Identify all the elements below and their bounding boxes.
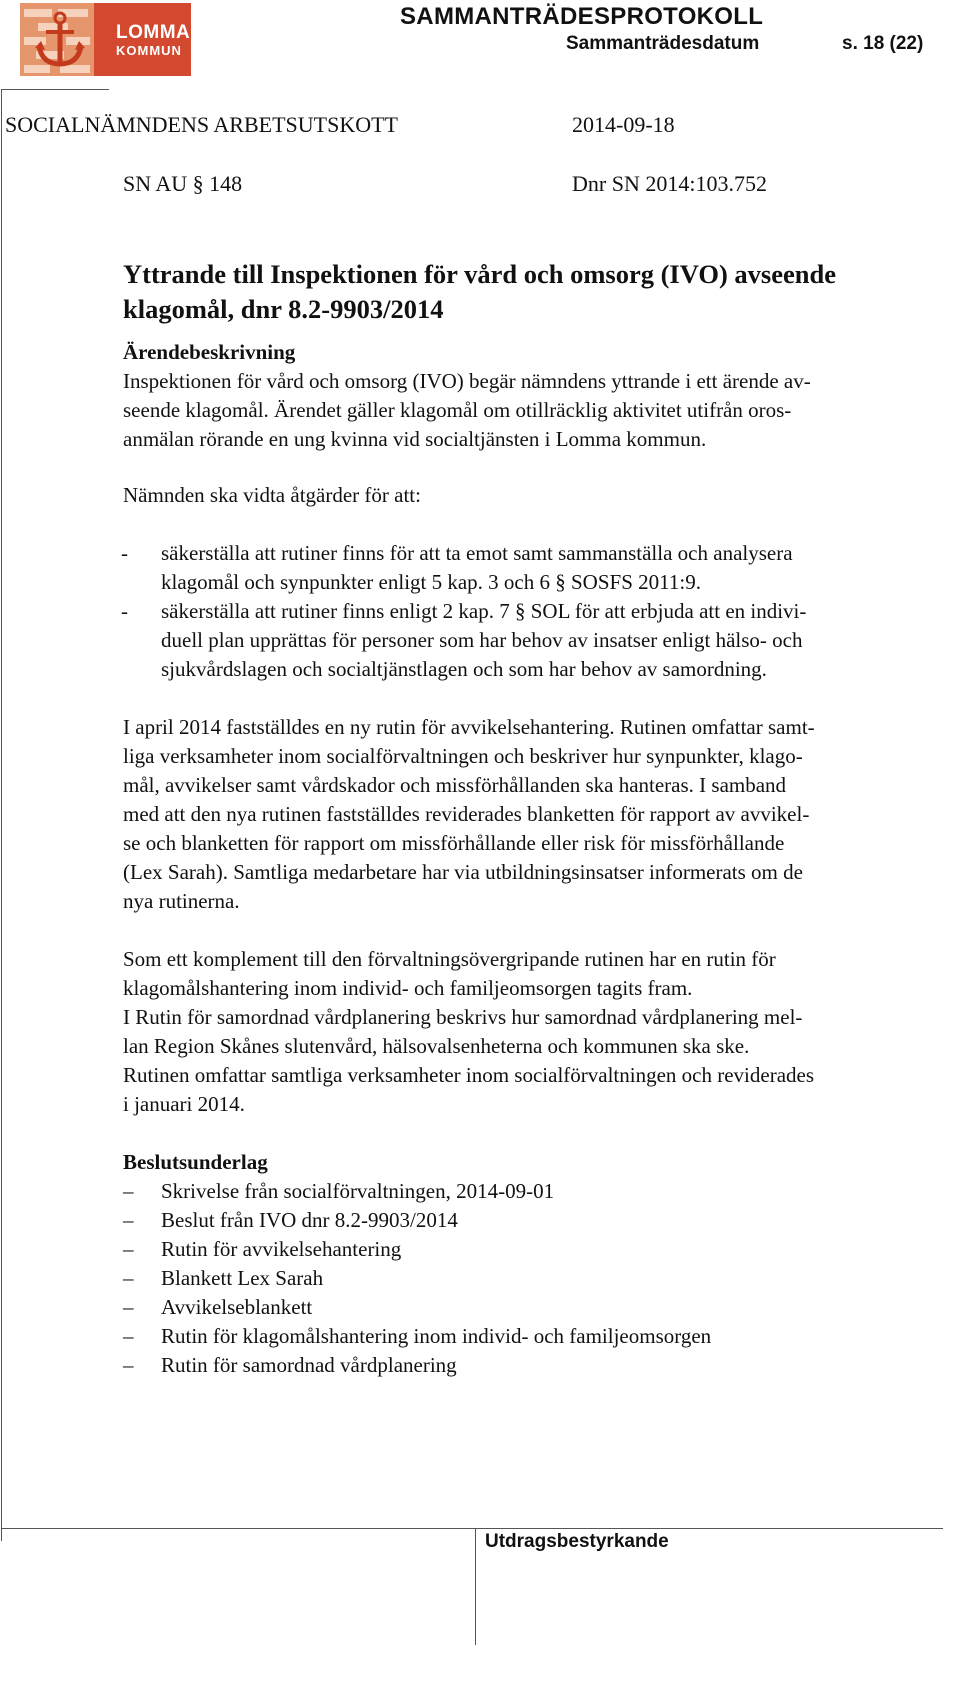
list-item <box>123 1177 955 1206</box>
text-line: liga verksamheter inom socialförvaltningen och beskriver hur synpunkter, klago- <box>123 744 803 768</box>
section-number: SN AU § 148 <box>123 171 243 196</box>
list-marker: - <box>121 541 128 565</box>
left-margin-rule <box>1 89 2 1541</box>
text-line: Inspektionen för vård och omsorg (IVO) begär nämndens yttrande i ett ärende av- <box>123 369 811 393</box>
heading-basis: Beslutsunderlag <box>123 1150 268 1174</box>
text-line: duell plan upprättas för personer som har behov av insatser enligt hälso- och <box>161 628 803 652</box>
list-item <box>123 539 955 597</box>
text-line: I Rutin för samordnad vårdplanering beskrivs hur samordnad vårdplanering mel- <box>123 1005 803 1029</box>
list-item <box>123 1293 955 1322</box>
footer-divider <box>475 1528 476 1645</box>
list-item <box>123 1264 955 1293</box>
list-item <box>123 1351 955 1380</box>
meeting-date-label: Sammanträdesdatum <box>566 33 760 54</box>
list-item <box>123 597 955 684</box>
basis-item: Rutin för klagomålshantering inom individ- och familjeomsorgen <box>161 1324 712 1348</box>
text-line: lan Region Skånes slutenvård, hälsovalsenheterna och kommunen ska ske. <box>123 1034 750 1058</box>
text-line: med att den nya rutinen fastställdes reviderades blanketten för rapport av avvikel- <box>123 802 810 826</box>
text-line: mål, avvikelser samt vårdskador och missförhållanden ska hanteras. I samband <box>123 773 787 797</box>
footer-rule <box>1 1528 943 1529</box>
text-line: Som ett komplement till den förvaltningsövergripande rutinen har en rutin för <box>123 947 776 971</box>
text-line: (Lex Sarah). Samtliga medarbetare har via utbildningsinsatser informerats om de <box>123 860 803 884</box>
list-item <box>123 1322 955 1351</box>
basis-item: Rutin för samordnad vårdplanering <box>161 1353 457 1377</box>
text-line: nya rutinerna. <box>123 889 240 913</box>
basis-item: Beslut från IVO dnr 8.2-9903/2014 <box>161 1208 458 1232</box>
meeting-date: 2014-09-18 <box>572 112 675 137</box>
registration-number: Dnr SN 2014:103.752 <box>572 171 767 196</box>
document-body <box>123 257 955 1380</box>
document-title <box>123 257 955 327</box>
basis-item: Blankett Lex Sarah <box>161 1266 324 1290</box>
text-line: klagomål och synpunkter enligt 5 kap. 3 och 6 § SOSFS 2011:9. <box>161 570 701 594</box>
title-line: Yttrande till Inspektionen för vård och omsorg (IVO) avseende <box>123 259 836 289</box>
list-item <box>123 1235 955 1264</box>
april-paragraph <box>123 713 955 916</box>
logo-line-2: KOMMUN <box>116 43 182 58</box>
logo-text <box>116 23 190 57</box>
text-line: se och blanketten för rapport om missförhållande eller risk för missförhållande <box>123 831 785 855</box>
logo-line-1: LOMMA <box>116 22 191 43</box>
text-line: säkerställa att rutiner finns för att ta emot samt sammanställa och analysera <box>161 541 793 565</box>
text-line: klagomålshantering inom individ- och familjeomsorgen tagits fram. <box>123 976 693 1000</box>
list-marker: – <box>123 1324 134 1348</box>
text-line: anmälan rörande en ung kvinna vid socialtjänsten i Lomma kommun. <box>123 427 707 451</box>
text-line: seende klagomål. Ärendet gäller klagomål om otillräcklig aktivitet utifrån oros- <box>123 398 792 422</box>
page-number: s. 18 (22) <box>842 33 924 54</box>
complement-paragraph <box>123 945 955 1119</box>
list-marker: – <box>123 1295 134 1319</box>
text-line: I april 2014 fastställdes en ny rutin för avvikelsehantering. Rutinen omfattar samt- <box>123 715 815 739</box>
measures-list <box>123 539 955 684</box>
list-marker: - <box>121 599 128 623</box>
heading-description: Ärendebeskrivning <box>123 340 296 364</box>
basis-item: Avvikelseblankett <box>161 1295 313 1319</box>
list-item <box>123 1206 955 1235</box>
list-marker: – <box>123 1179 134 1203</box>
text-line: Rutinen omfattar samtliga verksamheter inom socialförvaltningen och reviderades <box>123 1063 815 1087</box>
list-marker: – <box>123 1353 134 1377</box>
text-line: sjukvårdslagen och socialtjänstlagen och som har behov av samordning. <box>161 657 767 681</box>
measures-intro: Nämnden ska vidta åtgärder för att: <box>123 483 421 507</box>
basis-item: Rutin för avvikelsehantering <box>161 1237 402 1261</box>
basis-list <box>123 1177 955 1380</box>
list-marker: – <box>123 1237 134 1261</box>
text-line: säkerställa att rutiner finns enligt 2 kap. 7 § SOL för att erbjuda att en indivi- <box>161 599 807 623</box>
text-line: i januari 2014. <box>123 1092 245 1116</box>
title-line: klagomål, dnr 8.2-9903/2014 <box>123 294 444 324</box>
list-marker: – <box>123 1266 134 1290</box>
certification-label: Utdragsbestyrkande <box>485 1531 669 1552</box>
lomma-kommun-logo <box>20 3 191 76</box>
list-marker: – <box>123 1208 134 1232</box>
basis-item: Skrivelse från socialförvaltningen, 2014-09-01 <box>161 1179 555 1203</box>
committee-name: SOCIALNÄMNDENS ARBETSUTSKOTT <box>5 112 398 137</box>
header-rule <box>1 89 109 90</box>
protocol-title: SAMMANTRÄDESPROTOKOLL <box>400 3 764 30</box>
anchor-icon <box>34 10 86 70</box>
description-paragraph <box>123 367 955 454</box>
